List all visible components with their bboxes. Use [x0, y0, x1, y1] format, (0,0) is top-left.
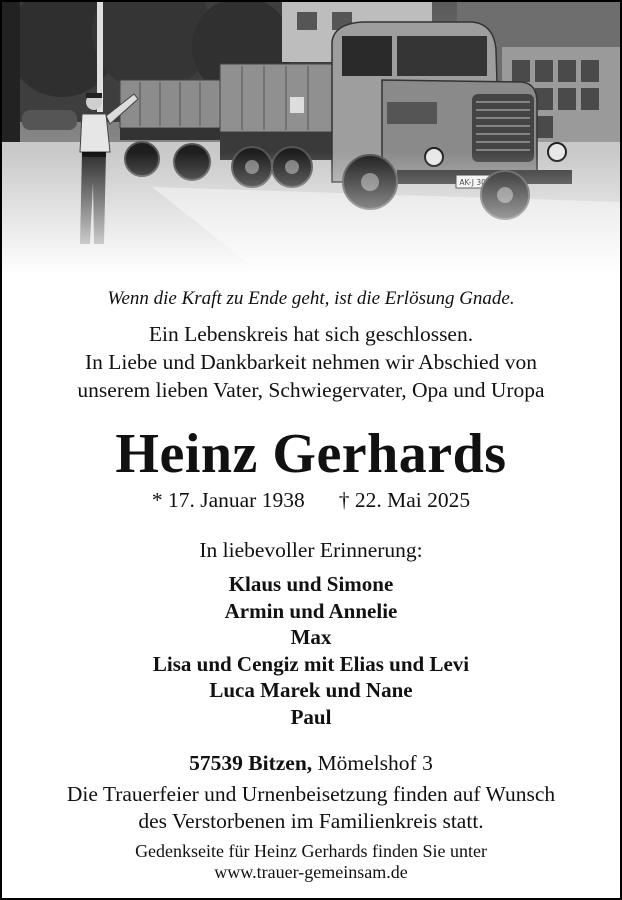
memorial-page-text: Gedenkseite für Heinz Gerhards finden Sie unter — [135, 841, 487, 861]
intro-text — [2, 320, 620, 404]
family-member: Klaus und Simone — [228, 572, 394, 596]
family-member: Paul — [290, 704, 332, 729]
truck-photo — [2, 2, 620, 274]
memorial-page-url[interactable]: www.trauer-gemeinsam.de — [214, 862, 408, 882]
memory-line: In liebevoller Erinnerung: — [199, 538, 423, 562]
ceremony-info — [2, 781, 620, 834]
family-member: Luca Marek und Nane — [209, 678, 413, 702]
address-street: Mömelshof 3 — [317, 751, 433, 775]
family-member: Armin und Annelie — [224, 598, 398, 623]
intro-line: In Liebe und Dankbarkeit nehmen wir Abschied von — [85, 350, 537, 374]
death-date: † 22. Mai 2025 — [338, 488, 471, 512]
family-member: Lisa und Cengiz mit Elias und Levi — [152, 651, 470, 676]
family-member: Max — [290, 625, 332, 649]
birth-date: * 17. Januar 1938 — [151, 488, 305, 512]
life-dates — [2, 488, 620, 513]
address-city: 57539 Bitzen, — [189, 751, 313, 775]
address — [2, 751, 620, 776]
motto: Wenn die Kraft zu Ende geht, ist die Erlösung Gnade. — [107, 288, 515, 309]
intro-line: unserem lieben Vater, Schwiegervater, Opa und Uropa — [77, 378, 545, 402]
memorial-page-info — [2, 841, 620, 883]
ceremony-line: Die Trauerfeier und Urnenbeisetzung finden auf Wunsch — [66, 782, 556, 806]
ceremony-line: des Verstorbenen im Familienkreis statt. — [138, 808, 484, 833]
deceased-name: Heinz Gerhards — [115, 423, 507, 485]
family-list — [2, 571, 620, 730]
intro-line: Ein Lebenskreis hat sich geschlossen. — [148, 322, 474, 346]
